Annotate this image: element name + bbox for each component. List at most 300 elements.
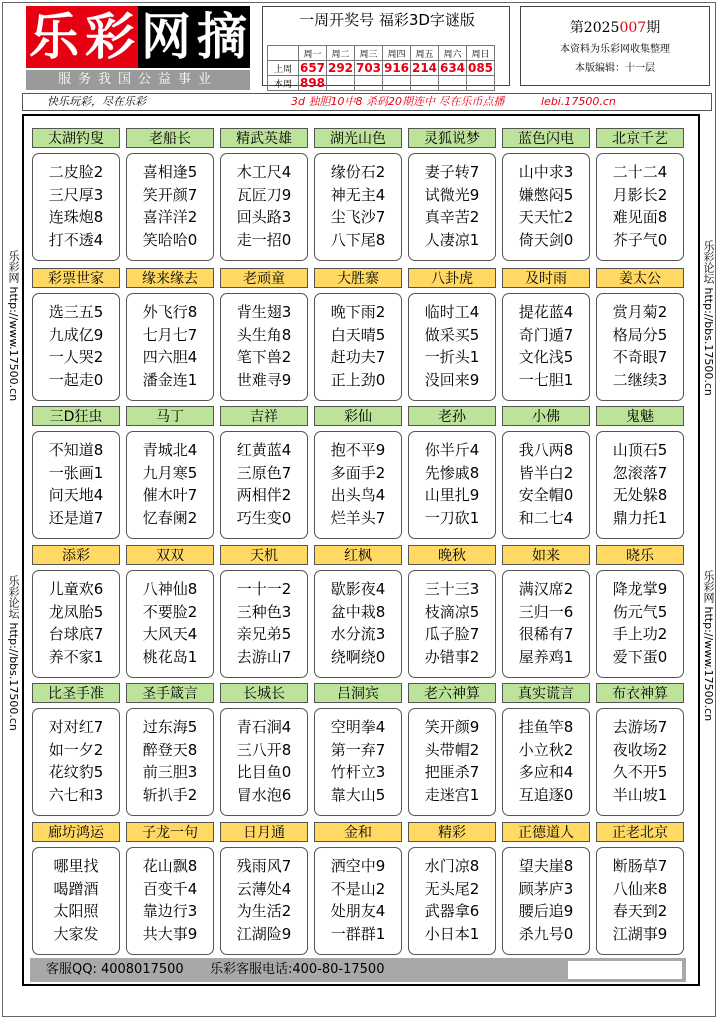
riddle-card xyxy=(502,822,590,955)
draw-number: 657 xyxy=(299,61,326,75)
riddle-line: 芥子气0 xyxy=(612,230,668,249)
riddle-line: 妻子转7 xyxy=(424,163,480,181)
riddle-line: 台球底7 xyxy=(48,625,104,643)
riddle-line: 八仙来8 xyxy=(612,879,668,898)
riddle-line: 赶功夫7 xyxy=(330,348,386,366)
riddle-card xyxy=(408,545,496,678)
riddle-line: 九成亿9 xyxy=(48,325,104,344)
card-title: 蓝色闪电 xyxy=(502,128,590,148)
riddle-line: 杀九号0 xyxy=(518,924,574,943)
logo-char: 乐 xyxy=(26,6,82,68)
riddle-card xyxy=(314,268,402,401)
card-title: 双双 xyxy=(126,545,214,565)
riddle-line: 二十二4 xyxy=(612,163,668,181)
riddle-line: 不奇眼7 xyxy=(612,348,668,366)
riddle-line: 走迷宫1 xyxy=(424,785,480,804)
service-phone: 乐彩客服电话:400-80-17500 xyxy=(210,962,385,977)
day-header: 周四 xyxy=(383,46,411,61)
riddle-line: 九月寒5 xyxy=(142,463,198,482)
riddle-line: 手上功2 xyxy=(612,625,668,643)
card-title: 马丁 xyxy=(126,406,214,426)
card-title: 长城长 xyxy=(220,683,308,703)
card-title: 老顽童 xyxy=(220,268,308,288)
riddle-line: 一十一2 xyxy=(236,580,292,598)
riddle-line: 斩扒手2 xyxy=(142,785,198,804)
riddle-line: 晚下雨2 xyxy=(330,303,386,321)
riddle-line: 太阳照 xyxy=(53,902,99,920)
draw-number xyxy=(355,76,383,91)
draw-number: 634 xyxy=(439,61,466,75)
riddle-line: 无头尾2 xyxy=(424,879,480,898)
card-title: 如来 xyxy=(502,545,590,565)
riddle-line: 神无主4 xyxy=(330,185,386,204)
this-week-label: 本周 xyxy=(268,76,299,91)
riddle-card xyxy=(408,268,496,401)
card-body xyxy=(32,293,120,401)
riddle-card xyxy=(502,545,590,678)
footer-blank-box xyxy=(568,961,682,979)
riddle-card xyxy=(32,683,120,816)
riddle-line: 二继续3 xyxy=(612,370,668,389)
card-title: 晚秋 xyxy=(408,545,496,565)
draw-number: 703 xyxy=(355,61,382,75)
riddle-line: 江湖事9 xyxy=(612,924,668,943)
card-title: 鬼魅 xyxy=(596,406,684,426)
riddle-line: 鼎力托1 xyxy=(612,508,668,527)
riddle-line: 文化浅5 xyxy=(518,348,574,366)
riddle-line: 出头鸟4 xyxy=(330,486,386,504)
riddle-card xyxy=(126,268,214,401)
card-body xyxy=(502,847,590,955)
riddle-line: 水门凉8 xyxy=(424,857,480,875)
riddle-line: 问天地4 xyxy=(48,486,104,504)
card-title: 精彩 xyxy=(408,822,496,842)
card-body xyxy=(220,570,308,678)
riddle-line: 久不开5 xyxy=(612,763,668,781)
card-body xyxy=(220,153,308,261)
card-title: 太湖钓叟 xyxy=(32,128,120,148)
card-body xyxy=(32,708,120,816)
riddle-line: 催木叶7 xyxy=(142,486,198,504)
riddle-line: 靠大山5 xyxy=(330,785,386,804)
riddle-line: 选三五5 xyxy=(48,303,104,321)
riddle-line: 枝滴凉5 xyxy=(424,602,480,621)
riddle-line: 缘份石2 xyxy=(330,163,386,181)
riddle-line: 花纹豹5 xyxy=(48,763,104,781)
riddle-line: 一七胆1 xyxy=(518,370,574,389)
riddle-line: 冒水泡6 xyxy=(236,785,292,804)
riddle-line: 烂羊头7 xyxy=(330,508,386,527)
riddle-line: 残雨风7 xyxy=(236,857,292,875)
riddle-card xyxy=(408,683,496,816)
side-text-right: 乐彩论坛 http://bbs.17500.cn xyxy=(702,240,715,396)
riddle-line: 真辛苦2 xyxy=(424,208,480,226)
riddle-line: 断肠草7 xyxy=(612,857,668,875)
riddle-line: 笑哈哈0 xyxy=(142,230,198,249)
draw-number: 916 xyxy=(383,61,410,75)
riddle-card xyxy=(502,683,590,816)
riddle-line: 腰后追9 xyxy=(518,902,574,920)
riddle-card xyxy=(32,268,120,401)
riddle-line: 回头路3 xyxy=(236,208,292,226)
riddle-line: 一张画1 xyxy=(48,463,104,482)
riddle-line: 人凄凉1 xyxy=(424,230,480,249)
draw-number xyxy=(439,76,467,91)
logo-char: 彩 xyxy=(82,6,138,68)
riddle-grid xyxy=(22,114,700,986)
riddle-line: 一人哭2 xyxy=(48,348,104,366)
riddle-line: 醉登天8 xyxy=(142,740,198,759)
riddle-card xyxy=(32,406,120,539)
riddle-card xyxy=(220,268,308,401)
riddle-line: 巧生变0 xyxy=(236,508,292,527)
riddle-line: 瓜子脸7 xyxy=(424,625,480,643)
riddle-card xyxy=(126,128,214,261)
promo-link[interactable]: lebi.17500.cn xyxy=(541,95,616,108)
riddle-card xyxy=(408,406,496,539)
draw-number xyxy=(383,76,411,91)
riddle-line: 提花蓝4 xyxy=(518,303,574,321)
card-title: 精武英雄 xyxy=(220,128,308,148)
riddle-line: 喝蹭酒 xyxy=(53,879,99,898)
riddle-line: 江湖险9 xyxy=(236,924,292,943)
logo-char: 网 xyxy=(138,6,194,68)
card-body xyxy=(408,708,496,816)
riddle-line: 和二七4 xyxy=(518,508,574,527)
riddle-line: 三八开8 xyxy=(236,740,292,759)
riddle-line: 水分流3 xyxy=(330,625,386,643)
riddle-line: 洒空中9 xyxy=(330,857,386,875)
riddle-line: 四六胆4 xyxy=(142,348,198,366)
card-title: 缘来缘去 xyxy=(126,268,214,288)
draw-number: 085 xyxy=(467,61,494,75)
riddle-line: 不知道8 xyxy=(48,441,104,459)
riddle-line: 嫌憋闷5 xyxy=(518,185,574,204)
riddle-line: 第一弃7 xyxy=(330,740,386,759)
riddle-line: 屋养鸡1 xyxy=(518,647,574,666)
riddle-card xyxy=(32,128,120,261)
draw-number: 898 xyxy=(299,76,326,90)
riddle-card xyxy=(32,822,120,955)
card-body xyxy=(314,153,402,261)
day-header: 周六 xyxy=(439,46,467,61)
card-body xyxy=(408,431,496,539)
card-body xyxy=(126,847,214,955)
card-body xyxy=(596,570,684,678)
card-body xyxy=(502,293,590,401)
card-body xyxy=(126,708,214,816)
card-title: 金和 xyxy=(314,822,402,842)
side-text-left: 乐彩论坛 http://bbs.17500.cn xyxy=(7,575,20,731)
riddle-line: 武器拿6 xyxy=(424,902,480,920)
riddle-line: 临时工4 xyxy=(424,303,480,321)
riddle-line: 大家发 xyxy=(53,924,99,943)
riddle-line: 青城北4 xyxy=(142,441,198,459)
riddle-line: 龙凤胎5 xyxy=(48,602,104,621)
riddle-line: 望夫崖8 xyxy=(518,857,574,875)
riddle-line: 做采买5 xyxy=(424,325,480,344)
riddle-line: 顾茅庐3 xyxy=(518,879,574,898)
issue-number: 第2025007期 xyxy=(569,20,661,36)
riddle-line: 降龙掌9 xyxy=(612,580,668,598)
riddle-line: 去游山7 xyxy=(236,647,292,666)
card-title: 大胜寨 xyxy=(314,268,402,288)
riddle-line: 头生角8 xyxy=(236,325,292,344)
riddle-line: 你半斤4 xyxy=(424,441,480,459)
riddle-line: 夜收场2 xyxy=(612,740,668,759)
card-title: 布衣神算 xyxy=(596,683,684,703)
riddle-line: 大风天4 xyxy=(142,625,198,643)
riddle-line: 七月七7 xyxy=(142,325,198,344)
day-header: 周一 xyxy=(299,46,327,61)
card-body xyxy=(596,431,684,539)
card-title: 小佛 xyxy=(502,406,590,426)
riddle-line: 六七和3 xyxy=(48,785,104,804)
riddle-line: 歇影夜4 xyxy=(330,580,386,598)
riddle-line: 一起走0 xyxy=(48,370,104,389)
riddle-line: 处朋友4 xyxy=(330,902,386,920)
riddle-line: 过东海5 xyxy=(142,718,198,736)
riddle-card xyxy=(596,406,684,539)
promo-banner[interactable] xyxy=(22,93,712,111)
riddle-line: 外飞行8 xyxy=(142,303,198,321)
card-body xyxy=(32,431,120,539)
riddle-line: 比目鱼0 xyxy=(236,763,292,781)
side-text-left: 乐彩网 http://www.17500.cn xyxy=(7,250,20,402)
riddle-line: 半山坡1 xyxy=(612,785,668,804)
riddle-line: 三原色7 xyxy=(236,463,292,482)
riddle-card xyxy=(596,683,684,816)
riddle-line: 忽滚落7 xyxy=(612,463,668,482)
riddle-line: 花山飘8 xyxy=(142,857,198,875)
riddle-line: 办错事2 xyxy=(424,647,480,666)
day-header: 周日 xyxy=(467,46,495,61)
card-body xyxy=(502,431,590,539)
riddle-line: 绕啊绕0 xyxy=(330,647,386,666)
day-header: 周三 xyxy=(355,46,383,61)
card-body xyxy=(408,570,496,678)
card-title: 老六神算 xyxy=(408,683,496,703)
card-body xyxy=(502,570,590,678)
card-body xyxy=(32,153,120,261)
riddle-line: 山里扎9 xyxy=(424,486,480,504)
card-body xyxy=(220,708,308,816)
card-title: 湖光山色 xyxy=(314,128,402,148)
riddle-line: 桃花岛1 xyxy=(142,647,198,666)
riddle-line: 前三胆3 xyxy=(142,763,198,781)
source-note: 本资料为乐彩网收集整理 xyxy=(560,44,670,55)
riddle-line: 头带帽2 xyxy=(424,740,480,759)
card-body xyxy=(596,847,684,955)
riddle-card xyxy=(126,406,214,539)
draw-number xyxy=(411,76,439,91)
riddle-line: 赏月菊2 xyxy=(612,303,668,321)
riddle-card xyxy=(408,822,496,955)
riddle-line: 木工尺4 xyxy=(236,163,292,181)
riddle-line: 养不家1 xyxy=(48,647,104,666)
riddle-line: 潘金连1 xyxy=(142,370,198,389)
card-title: 正德道人 xyxy=(502,822,590,842)
draw-results-box xyxy=(262,6,510,90)
riddle-line: 亲兄弟5 xyxy=(236,625,292,643)
riddle-line: 三归一6 xyxy=(518,602,574,621)
riddle-card xyxy=(126,822,214,955)
card-body xyxy=(596,708,684,816)
riddle-line: 皆半白2 xyxy=(518,463,574,482)
card-title: 比圣手准 xyxy=(32,683,120,703)
riddle-line: 很稀有7 xyxy=(518,625,574,643)
riddle-line: 喜相逢5 xyxy=(142,163,198,181)
service-qq: 客服QQ: 4008017500 xyxy=(46,962,184,977)
card-body xyxy=(314,293,402,401)
footer-bar xyxy=(30,958,686,982)
riddle-line: 安全帽0 xyxy=(518,486,574,504)
riddle-line: 瓦匠刀9 xyxy=(236,185,292,204)
card-title: 天机 xyxy=(220,545,308,565)
riddle-card xyxy=(314,822,402,955)
draw-number xyxy=(327,76,355,91)
riddle-line: 挂鱼竿8 xyxy=(518,718,574,736)
riddle-line: 抱不平9 xyxy=(330,441,386,459)
riddle-line: 走一招0 xyxy=(236,230,292,249)
riddle-line: 倚天剑0 xyxy=(518,230,574,249)
riddle-line: 去游场7 xyxy=(612,718,668,736)
promo-text: 3d 独胆10中8 杀码20期连中 尽在乐币点播 xyxy=(291,95,505,108)
riddle-line: 一折头1 xyxy=(424,348,480,366)
riddle-line: 正上劲0 xyxy=(330,370,386,389)
riddle-line: 爱下蛋0 xyxy=(612,647,668,666)
riddle-card xyxy=(220,128,308,261)
riddle-line: 空明拳4 xyxy=(330,718,386,736)
riddle-card xyxy=(126,683,214,816)
card-title: 灵狐说梦 xyxy=(408,128,496,148)
riddle-line: 山顶石5 xyxy=(612,441,668,459)
last-week-label: 上周 xyxy=(268,61,299,76)
card-title: 彩票世家 xyxy=(32,268,120,288)
riddle-card xyxy=(596,128,684,261)
card-body xyxy=(126,570,214,678)
riddle-line: 还是道7 xyxy=(48,508,104,527)
riddle-line: 尘飞沙7 xyxy=(330,208,386,226)
card-body xyxy=(220,293,308,401)
riddle-line: 如一夕2 xyxy=(48,740,104,759)
riddle-line: 三尺厚3 xyxy=(48,185,104,204)
riddle-card xyxy=(502,128,590,261)
riddle-line: 不要脸2 xyxy=(142,602,198,621)
card-title: 彩仙 xyxy=(314,406,402,426)
riddle-line: 靠边行3 xyxy=(142,902,198,920)
riddle-line: 伤元气5 xyxy=(612,602,668,621)
riddle-line: 八下尾8 xyxy=(330,230,386,249)
card-title: 子龙一句 xyxy=(126,822,214,842)
draw-number: 214 xyxy=(411,61,438,75)
riddle-card xyxy=(314,406,402,539)
riddle-card xyxy=(596,545,684,678)
draw-table xyxy=(267,45,495,91)
riddle-card xyxy=(502,268,590,401)
card-title: 廊坊鸿运 xyxy=(32,822,120,842)
card-title: 吕洞宾 xyxy=(314,683,402,703)
logo-char: 摘 xyxy=(194,6,250,68)
card-body xyxy=(314,847,402,955)
riddle-card xyxy=(596,822,684,955)
riddle-line: 多应和4 xyxy=(518,763,574,781)
card-title: 三D狂虫 xyxy=(32,406,120,426)
riddle-line: 笑开颜9 xyxy=(424,718,480,736)
draw-number: 292 xyxy=(327,61,354,75)
riddle-line: 小日本1 xyxy=(424,924,480,943)
card-title: 圣手箴言 xyxy=(126,683,214,703)
card-body xyxy=(126,153,214,261)
card-body xyxy=(220,847,308,955)
side-text-right: 乐彩网 http://www.17500.cn xyxy=(702,570,715,722)
riddle-line: 喜洋洋2 xyxy=(142,208,198,226)
riddle-line: 试微光9 xyxy=(424,185,480,204)
riddle-line: 把匪杀7 xyxy=(424,763,480,781)
riddle-card xyxy=(314,545,402,678)
riddle-line: 不是山2 xyxy=(330,879,386,898)
issue-box xyxy=(520,6,710,86)
riddle-card xyxy=(220,545,308,678)
riddle-line: 儿童欢6 xyxy=(48,580,104,598)
riddle-line: 红黄蓝4 xyxy=(236,441,292,459)
card-title: 日月通 xyxy=(220,822,308,842)
riddle-line: 难见面8 xyxy=(612,208,668,226)
day-header: 周五 xyxy=(411,46,439,61)
riddle-line: 无处躲8 xyxy=(612,486,668,504)
card-title: 八卦虎 xyxy=(408,268,496,288)
riddle-line: 打不透4 xyxy=(48,230,104,249)
riddle-line: 格局分5 xyxy=(612,325,668,344)
card-body xyxy=(126,293,214,401)
riddle-line: 奇门遁7 xyxy=(518,325,574,344)
card-body xyxy=(220,431,308,539)
riddle-card xyxy=(220,683,308,816)
riddle-line: 共大事9 xyxy=(142,924,198,943)
card-body xyxy=(314,570,402,678)
card-body xyxy=(408,847,496,955)
card-title: 吉祥 xyxy=(220,406,308,426)
card-title: 老孙 xyxy=(408,406,496,426)
riddle-line: 百变千4 xyxy=(142,879,198,898)
riddle-line: 笔下兽2 xyxy=(236,348,292,366)
riddle-line: 二皮脸2 xyxy=(48,163,104,181)
card-title: 北京千艺 xyxy=(596,128,684,148)
card-title: 正老北京 xyxy=(596,822,684,842)
riddle-line: 连珠炮8 xyxy=(48,208,104,226)
riddle-line: 为生活2 xyxy=(236,902,292,920)
card-title: 及时雨 xyxy=(502,268,590,288)
logo xyxy=(26,6,250,68)
card-title: 晓乐 xyxy=(596,545,684,565)
riddle-card xyxy=(502,406,590,539)
riddle-line: 对对红7 xyxy=(48,718,104,736)
card-title: 老船长 xyxy=(126,128,214,148)
card-body xyxy=(32,570,120,678)
riddle-line: 先惨戚8 xyxy=(424,463,480,482)
riddle-line: 月影长2 xyxy=(612,185,668,204)
card-title: 红枫 xyxy=(314,545,402,565)
riddle-line: 忆春阑2 xyxy=(142,508,198,527)
riddle-line: 笑开颜7 xyxy=(142,185,198,204)
riddle-line: 三种色3 xyxy=(236,602,292,621)
editor-note: 本版编辑：十一层 xyxy=(575,63,655,74)
draw-number xyxy=(467,76,495,91)
riddle-card xyxy=(32,545,120,678)
riddle-line: 天天忙2 xyxy=(518,208,574,226)
riddle-line: 世难寻9 xyxy=(236,370,292,389)
riddle-card xyxy=(220,822,308,955)
